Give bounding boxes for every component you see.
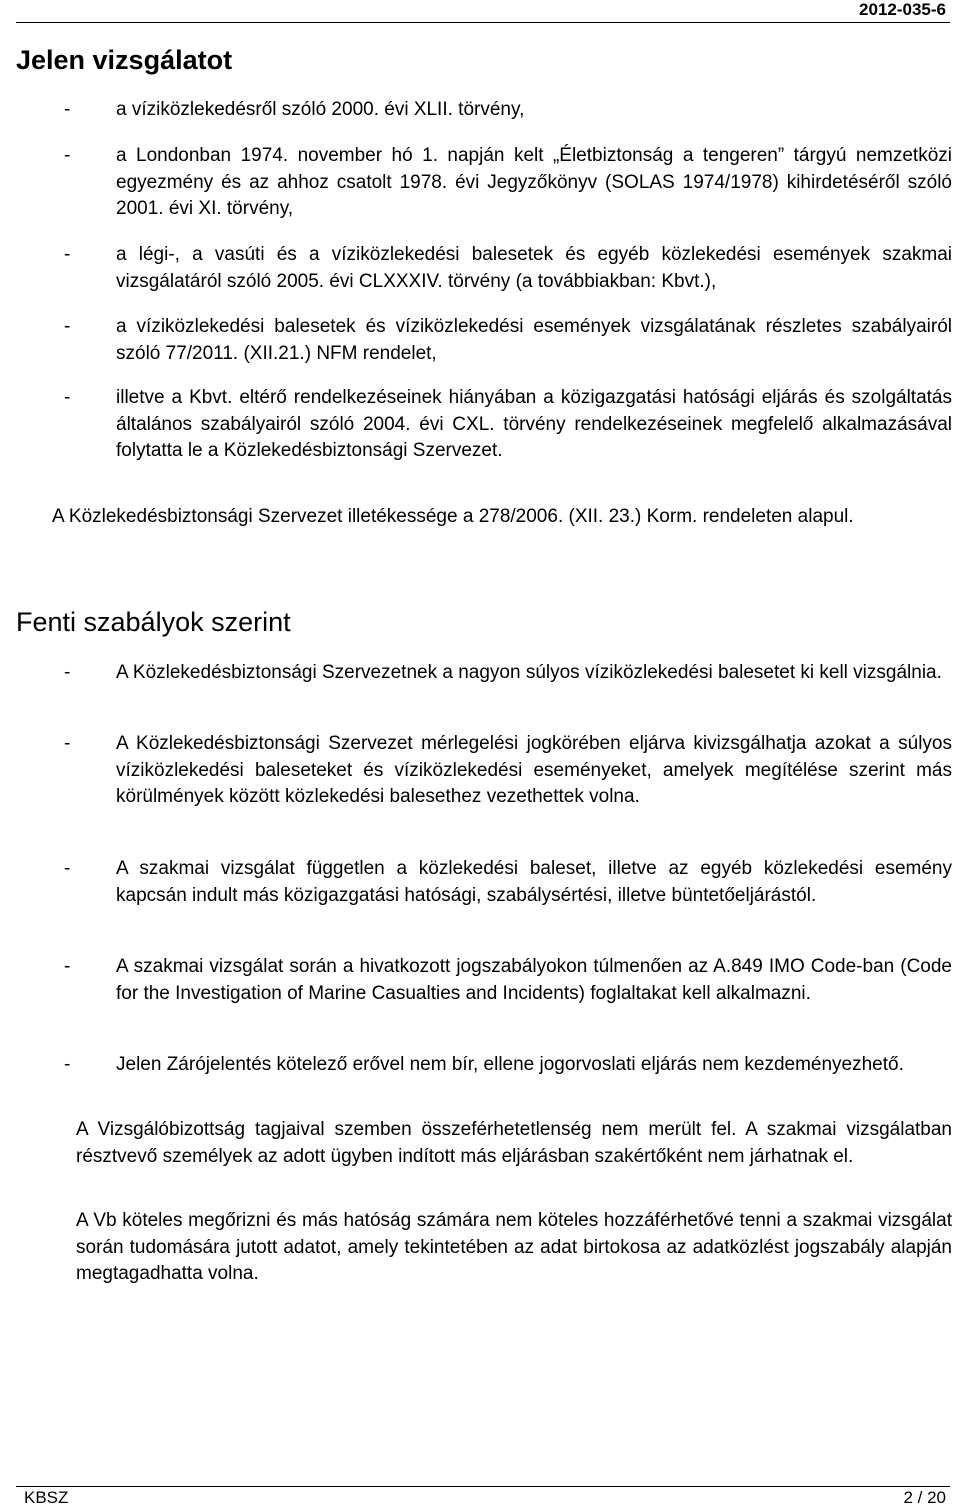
list-item: - A szakmai vizsgálat független a közlekedési baleset, illetve az egyéb közlekedési esemény kapcsán indult más közigazgatási hatósági, szabálysértési, illetve büntetőeljárástól. — [64, 858, 952, 906]
list-item: - A szakmai vizsgálat során a hivatkozott jogszabályokon túlmenően az A.849 IMO Code-ban (Code for the Investigation of Marine Casualties and Incidents) foglaltakat kell alkalmazni. — [64, 956, 952, 1004]
page-number: 2 / 20 — [903, 1488, 946, 1507]
list-item: - a légi-, a vasúti és a víziközlekedési balesetek és egyéb közlekedési események szakmai vizsgálatáról szóló 2005. évi CLXXXIV. törvény (a továbbiakban: Kbvt.), — [64, 244, 952, 292]
footer-organization: KBSZ — [24, 1488, 69, 1507]
data-confidentiality-paragraph: A Vb köteles megőrizni és más hatóság számára nem köteles hozzáférhetővé tenni a szakmai vizsgálat során tudomására jutott adatot, amely tekintetében az adat birtokosa az adatközlést jogszabály alapján megtagadhatta volna. — [76, 1210, 952, 1284]
header-rule — [16, 22, 950, 23]
section-title-jelen-vizsgalatot: Jelen vizsgálatot — [16, 45, 233, 75]
conflict-of-interest-paragraph: A Vizsgálóbizottság tagjaival szemben összeférhetetlenség nem merült fel. A szakmai vizsgálatban résztvevő személyek az adott ügyben indított más eljárásban szakértőként nem járhatnak el. — [76, 1119, 952, 1167]
list-item: - A Közlekedésbiztonsági Szervezet mérlegelési jogkörében eljárva kivizsgálhatja azokat a súlyos víziközlekedési baleseteket és víziközlekedési eseményeket, amelyek megítélése szerint más körülmények között közlekedési balesethez vezethettek volna. — [64, 733, 952, 807]
document-id: 2012-035-6 — [859, 0, 946, 19]
section-title-fenti-szabalyok: Fenti szabályok szerint — [16, 607, 291, 637]
footer-rule — [16, 1486, 950, 1487]
list-item: - A Közlekedésbiztonsági Szervezetnek a nagyon súlyos víziközlekedési balesetet ki kell vizsgálnia. — [64, 662, 942, 683]
list-item: - Jelen Zárójelentés kötelező erővel nem bír, ellene jogorvoslati eljárás nem kezdeményezhető. — [64, 1054, 904, 1075]
list-item: - a víziközlekedésről szóló 2000. évi XLII. törvény, — [64, 99, 525, 120]
list-item: - a víziközlekedési balesetek és víziközlekedési események vizsgálatának részletes szabályairól szóló 77/2011. (XII.21.) NFM rendelet, — [64, 316, 952, 364]
list-item: - illetve a Kbvt. eltérő rendelkezéseinek hiányában a közigazgatási hatósági eljárás és szolgáltatás általános szabályairól szóló 2004. évi CXL. törvény rendelkezéseinek megfelelő alkalmazásával folytatta le a Közlekedésbiztonsági Szervezet. — [64, 387, 952, 461]
list-item: - a Londonban 1974. november hó 1. napján kelt „Életbiztonság a tengeren” tárgyú nemzetközi egyezmény és az ahhoz csatolt 1978. évi Jegyzőkönyv (SOLAS 1974/1978) kihirdetéséről szóló 2001. évi XI. törvény, — [64, 145, 952, 219]
jurisdiction-paragraph: A Közlekedésbiztonsági Szervezet illetékessége a 278/2006. (XII. 23.) Korm. rendeleten alapul. — [52, 506, 854, 527]
